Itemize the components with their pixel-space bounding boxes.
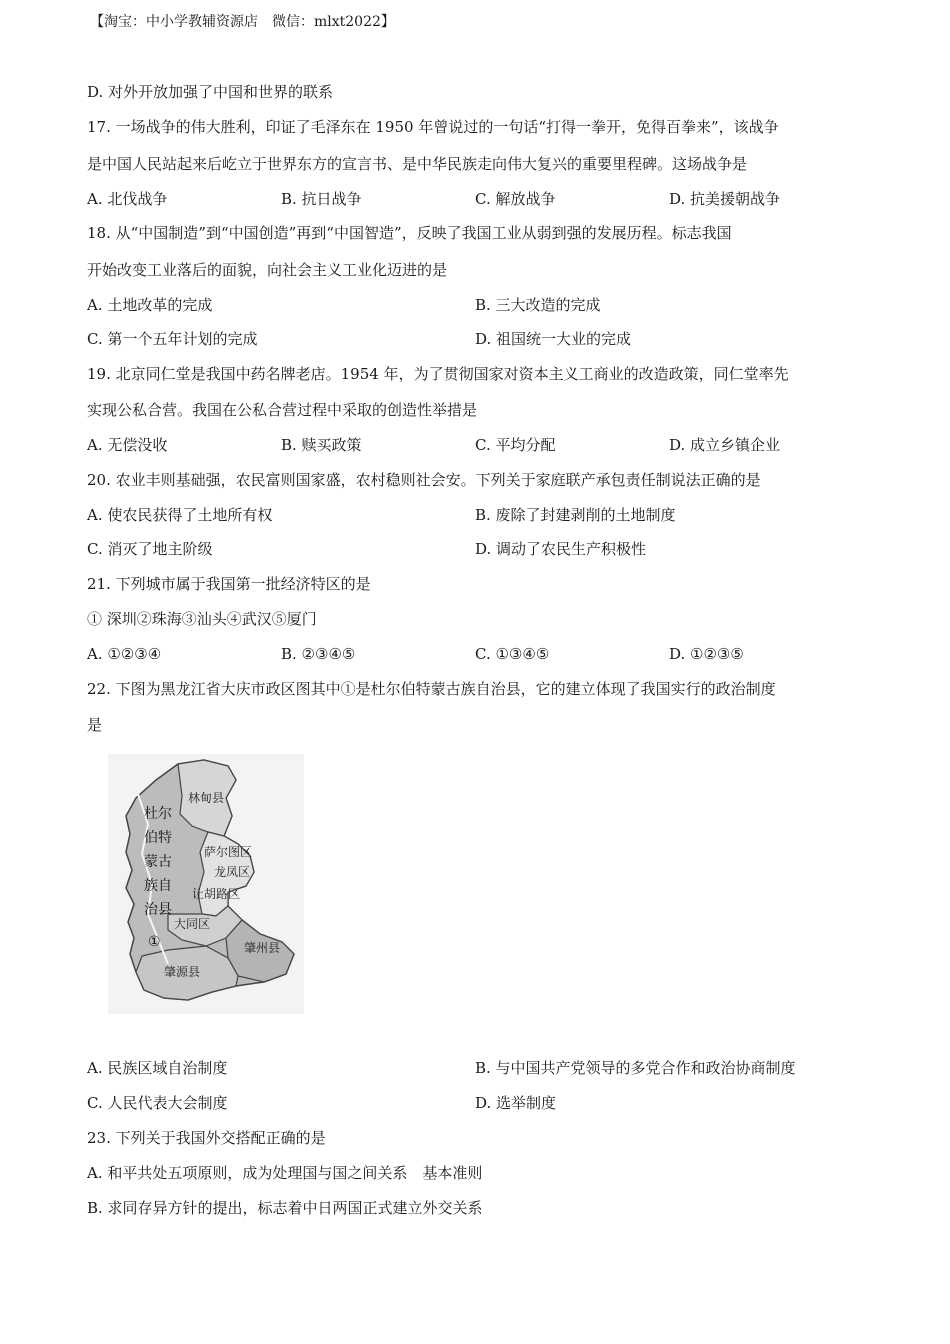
map-label-zhixian: 治县 xyxy=(144,902,172,918)
map-label-longfeng: 龙凤区 xyxy=(214,865,251,879)
q18-option-d: D. 祖国统一大业的完成 xyxy=(475,330,632,348)
q21-option-c: C. ①③④⑤ xyxy=(475,645,550,663)
q18-stem-line1: 18. 从“中国制造”到“中国创造”再到“中国智造”，反映了我国工业从弱到强的发展历程。标志我国 xyxy=(87,224,732,242)
q20-option-a: A. 使农民获得了土地所有权 xyxy=(87,506,273,524)
q23-option-b: B. 求同存异方针的提出，标志着中日两国正式建立外交关系 xyxy=(87,1199,483,1217)
map-label-zuzi: 族自 xyxy=(144,878,172,894)
q17-stem-line2: 是中国人民站起来后屹立于世界东方的宣言书、是中华民族走向伟大复兴的重要里程碑。这场战争是 xyxy=(87,155,748,173)
map-label-circle-one: ① xyxy=(148,934,161,950)
q17-stem-line1: 17. 一场战争的伟大胜利，印证了毛泽东在 1950 年曾说过的一句话“打得一拳开，免得百拳来”，该战争 xyxy=(87,118,779,136)
map-label-menggu: 蒙古 xyxy=(144,854,172,870)
daqing-district-map xyxy=(108,754,304,1014)
q22-option-a: A. 民族区域自治制度 xyxy=(87,1059,228,1077)
map-svg xyxy=(108,754,304,1014)
map-label-duer: 杜尔 xyxy=(144,806,172,822)
map-label-bote: 伯特 xyxy=(144,830,172,846)
q17-option-b: B. 抗日战争 xyxy=(281,190,362,208)
map-label-datong: 大同区 xyxy=(174,917,211,931)
map-label-zhaozhou: 肇州县 xyxy=(244,941,281,955)
q22-option-c: C. 人民代表大会制度 xyxy=(87,1094,228,1112)
q21-stem-line1: 21. 下列城市属于我国第一批经济特区的是 xyxy=(87,575,371,593)
q18-option-b: B. 三大改造的完成 xyxy=(475,296,601,314)
q19-option-a: A. 无偿没收 xyxy=(87,436,168,454)
q20-option-b: B. 废除了封建剥削的土地制度 xyxy=(475,506,676,524)
q21-option-d: D. ①②③⑤ xyxy=(669,645,744,663)
q22-stem-line2: 是 xyxy=(87,716,103,734)
q23-stem-line1: 23. 下列关于我国外交搭配正确的是 xyxy=(87,1129,326,1147)
q19-option-c: C. 平均分配 xyxy=(475,436,556,454)
q19-option-b: B. 赎买政策 xyxy=(281,436,362,454)
q23-option-a: A. 和平共处五项原则，成为处理国与国之间关系 基本准则 xyxy=(87,1164,483,1182)
q19-option-d: D. 成立乡镇企业 xyxy=(669,436,781,454)
q21-stem-line2: ① 深圳②珠海③汕头④武汉⑤厦门 xyxy=(87,610,317,628)
map-label-ranghulu: 让胡路区 xyxy=(192,887,241,901)
q18-option-c: C. 第一个五年计划的完成 xyxy=(87,330,258,348)
q20-stem-line1: 20. 农业丰则基础强，农民富则国家盛，农村稳则社会安。下列关于家庭联产承包责任制说法正确的是 xyxy=(87,471,761,489)
page-header: 【淘宝：中小学教辅资源店 微信：mlxt2022】 xyxy=(90,14,395,30)
q22-option-b: B. 与中国共产党领导的多党合作和政治协商制度 xyxy=(475,1059,796,1077)
q22-option-d: D. 选举制度 xyxy=(475,1094,557,1112)
q19-stem-line1: 19. 北京同仁堂是我国中药名牌老店。1954 年，为了贯彻国家对资本主义工商业的改造政策，同仁堂率先 xyxy=(87,365,789,383)
q17-option-a: A. 北伐战争 xyxy=(87,190,168,208)
map-label-saertu: 萨尔图区 xyxy=(204,845,253,859)
q18-stem-line2: 开始改变工业落后的面貌，向社会主义工业化迈进的是 xyxy=(87,261,448,279)
q19-stem-line2: 实现公私合营。我国在公私合营过程中采取的创造性举措是 xyxy=(87,401,478,419)
q21-option-b: B. ②③④⑤ xyxy=(281,645,356,663)
q20-option-d: D. 调动了农民生产积极性 xyxy=(475,540,647,558)
q21-option-a: A. ①②③④ xyxy=(87,645,162,663)
map-label-zhaoyuan: 肇源县 xyxy=(164,965,201,979)
q16-option-d: D. 对外开放加强了中国和世界的联系 xyxy=(87,83,334,101)
map-label-lindian: 林甸县 xyxy=(188,791,225,805)
q22-stem-line1: 22. 下图为黑龙江省大庆市政区图其中①是杜尔伯特蒙古族自治县，它的建立体现了我国实行的政治制度 xyxy=(87,680,776,698)
q18-option-a: A. 土地改革的完成 xyxy=(87,296,213,314)
q17-option-d: D. 抗美援朝战争 xyxy=(669,190,781,208)
q17-option-c: C. 解放战争 xyxy=(475,190,556,208)
q20-option-c: C. 消灭了地主阶级 xyxy=(87,540,213,558)
